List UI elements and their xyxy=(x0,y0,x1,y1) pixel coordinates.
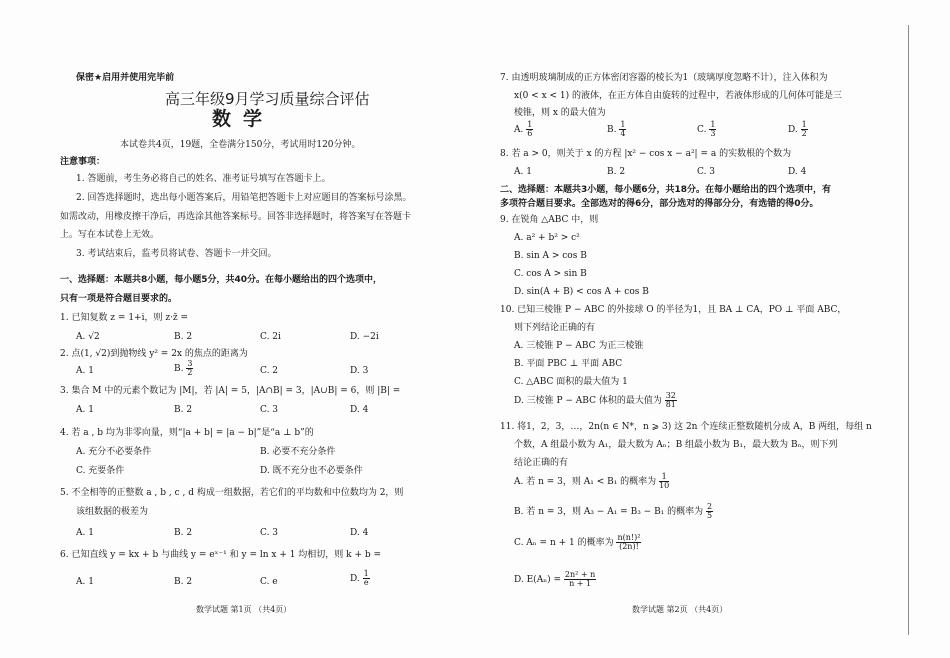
q8-option-b: B. 2 xyxy=(607,167,626,177)
q3-stem: 3. 集合 M 中的元素个数记为 |M|，若 |A| = 5，|A∩B| = 3，|A∪B| = 6，则 |B| = xyxy=(60,386,401,396)
q7-option-a xyxy=(514,121,533,138)
q11-b-numerator: 2 xyxy=(707,502,713,511)
q10-stem-line1: 10. 已知三棱锥 P − ABC 的外接球 O 的半径为1，且 BA ⊥ CA，PO ⊥ 平面 ABC， xyxy=(500,305,847,315)
q1-option-d: D. −2i xyxy=(350,332,379,342)
q2-option-c: C. 2 xyxy=(260,366,279,376)
q7-option-c xyxy=(697,121,716,138)
exam-title: 高三年级9月学习质量综合评估 xyxy=(165,90,370,108)
q7-stem-line3: 棱锥，则 x 的最大值为 xyxy=(514,108,606,118)
q8-option-c: C. 3 xyxy=(697,167,716,177)
q4-option-b: B. 必要不充分条件 xyxy=(260,447,336,457)
q10-option-d-fraction xyxy=(665,392,677,409)
q11-stem-line3: 结论正确的有 xyxy=(514,458,569,468)
q7-option-d-label: D. xyxy=(788,125,798,135)
q11-c-denominator: (2n)! xyxy=(619,542,639,551)
q7-d-denominator: 2 xyxy=(801,129,807,138)
q3-option-c: C. 3 xyxy=(260,405,279,415)
q3-option-d: D. 4 xyxy=(350,405,369,415)
q1-option-c: C. 2i xyxy=(260,332,281,342)
q11-stem-line1: 11. 将1，2，3，…，2n(n ∈ N*，n ⩾ 3) 这 2n 个连续正整数随机分成 A，B 两组，每组 n xyxy=(500,422,872,432)
subject-title: 数学 xyxy=(212,108,275,130)
q9-option-a: A. a² + b² > c² xyxy=(514,233,580,243)
q3-option-a: A. 1 xyxy=(76,405,94,415)
section-1-line2: 只有一项是符合题目要求的。 xyxy=(60,294,178,304)
q1-option-b: B. 2 xyxy=(174,332,193,342)
q11-c-numerator: n(n!)² xyxy=(617,533,641,542)
q7-stem-line1: 7. 由透明玻璃制成的正方体密闭容器的棱长为1（玻璃厚度忽略不计），注入体积为 xyxy=(500,73,828,83)
note-1: 1. 答题前，考生务必将自己的姓名、准考证号填写在答题卡上。 xyxy=(76,174,331,184)
q5-option-c: C. 3 xyxy=(260,528,279,538)
q2-option-b xyxy=(174,360,193,377)
q5-option-b: B. 2 xyxy=(174,528,193,538)
q2-option-a: A. 1 xyxy=(76,366,94,376)
q9-option-c: C. cos A > sin B xyxy=(514,269,587,279)
q7-c-numerator: 1 xyxy=(710,120,716,129)
q11-option-c xyxy=(514,534,641,551)
q7-option-b xyxy=(607,121,626,138)
q2-option-b-fraction xyxy=(186,360,193,377)
q11-option-b-fraction xyxy=(706,503,713,520)
note-3: 3. 考试结束后，监考员将试卷、答题卡一并交回。 xyxy=(76,249,277,259)
q11-option-d-label: D. E(Aₙ) = xyxy=(514,575,562,585)
q7-option-d-fraction xyxy=(801,121,808,138)
q8-option-a: A. 1 xyxy=(514,167,532,177)
q11-option-d xyxy=(514,571,596,588)
q11-a-denominator: 10 xyxy=(659,481,670,490)
q6-option-d-label: D. xyxy=(350,574,360,584)
q7-b-numerator: 1 xyxy=(620,120,626,129)
binding-margin-line xyxy=(908,25,909,635)
note-2b: 如需改动，用橡皮擦干净后，再选涂其他答案标号。回答非选择题时，将答案写在答题卡 xyxy=(60,212,412,222)
q2-option-d: D. 3 xyxy=(350,366,369,376)
q7-option-b-label: B. xyxy=(607,125,617,135)
q9-stem: 9. 在锐角 △ABC 中，则 xyxy=(500,215,599,225)
note-2a: 2. 回答选择题时，选出每小题答案后，用铅笔把答题卡上对应题目的答案标号涂黑。 xyxy=(76,193,412,203)
q7-a-numerator: 1 xyxy=(527,120,533,129)
q7-c-denominator: 3 xyxy=(710,129,716,138)
q7-d-numerator: 1 xyxy=(801,120,807,129)
q10-option-c: C. △ABC 面积的最大值为 1 xyxy=(514,377,628,387)
q6-stem: 6. 已知直线 y = kx + b 与曲线 y = eˣ⁻¹ 和 y = ln x + 1 均相切，则 k + b = xyxy=(60,550,382,560)
q7-option-a-label: A. xyxy=(514,125,524,135)
q6-option-c: C. e xyxy=(260,577,278,587)
q2-stem: 2. 点(1, √2)到抛物线 y² = 2x 的焦点的距离为 xyxy=(60,349,248,359)
q7-option-b-fraction xyxy=(619,121,626,138)
q4-stem: 4. 若 a , b 均为非零向量，则“|a + b| = |a − b|”是“a ⊥ b”的 xyxy=(60,428,314,438)
q3-option-b: B. 2 xyxy=(174,405,193,415)
note-2c: 上。写在本试卷上无效。 xyxy=(60,230,160,240)
q7-option-c-fraction xyxy=(709,121,716,138)
q4-option-d: D. 既不充分也不必要条件 xyxy=(260,466,363,476)
exam-info: 本试卷共4页，19题，全卷满分150分，考试用时120分钟。 xyxy=(120,140,361,150)
q11-option-b-label: B. 若 n = 3，则 A₃ − A₁ = B₃ − B₁ 的概率为 xyxy=(514,507,704,517)
q11-option-a-fraction xyxy=(659,473,669,490)
q1-stem: 1. 已知复数 z = 1+i，则 z·z̄ = xyxy=(60,313,189,323)
q5-option-d: D. 4 xyxy=(350,528,369,538)
q6-option-a: A. 1 xyxy=(76,577,94,587)
q6-option-d-fraction xyxy=(363,570,370,587)
section-2-line2: 多项符合题目要求。全部选对的得6分，部分选对的得部分分，有选错的得0分。 xyxy=(500,199,819,209)
q10-stem-line2: 则下列结论正确的有 xyxy=(514,323,596,333)
q6-option-b: B. 2 xyxy=(174,577,193,587)
q10-option-a: A. 三棱锥 P − ABC 为正三棱锥 xyxy=(514,341,644,351)
q11-option-c-fraction xyxy=(616,534,641,551)
q7-option-d xyxy=(788,121,808,138)
section-2-line1: 二、选择题：本题共3小题，每小题6分，共18分。在每小题给出的四个选项中，有 xyxy=(500,185,832,195)
q9-option-d: D. sin(A + B) < cos A + cos B xyxy=(514,287,649,297)
q6-option-d xyxy=(350,570,370,587)
section-1-line1: 一、选择题：本题共8小题，每小题5分，共40分。在每小题给出的四个选项中， xyxy=(60,275,383,285)
q4-option-a: A. 充分不必要条件 xyxy=(76,447,152,457)
q11-option-a xyxy=(514,473,669,490)
q11-option-c-label: C. Aₙ = n + 1 的概率为 xyxy=(514,538,614,548)
q10-option-d-label: D. 三棱锥 P − ABC 体积的最大值为 xyxy=(514,396,662,406)
q10-d-denominator: 81 xyxy=(665,400,676,409)
q2-b-denominator: 2 xyxy=(187,368,193,377)
q11-option-d-fraction xyxy=(564,571,596,588)
q5-stem-line1: 5. 不全相等的正整数 a , b , c , d 构成一组数据，若它们的平均数和中位数均为 2，则 xyxy=(60,488,404,498)
q5-stem-line2: 该组数据的极差为 xyxy=(76,507,149,517)
q7-option-c-label: C. xyxy=(697,125,707,135)
q10-option-d xyxy=(514,392,677,409)
q8-option-d: D. 4 xyxy=(788,167,807,177)
q6-d-numerator: 1 xyxy=(363,569,369,578)
q11-option-b xyxy=(514,503,713,520)
notes-heading: 注意事项： xyxy=(60,157,106,167)
q10-d-numerator: 32 xyxy=(665,391,676,400)
q2-option-b-label: B. xyxy=(174,364,184,374)
q10-option-b: B. 平面 PBC ⊥ 平面 ABC xyxy=(514,359,623,369)
q7-stem-line2: x(0 < x < 1) 的液体，在正方体自由旋转的过程中，若液体形成的几何体可能是三 xyxy=(514,91,843,101)
q11-b-denominator: 5 xyxy=(707,511,713,520)
footer-page-1: 数学试题 第1页 （共4页） xyxy=(196,605,292,614)
q11-d-numerator: 2n² + n xyxy=(564,570,596,579)
q7-a-denominator: 6 xyxy=(527,129,533,138)
confidential-label: 保密★启用并使用完毕前 xyxy=(76,73,175,83)
q6-d-denominator: e xyxy=(363,578,369,587)
q1-option-a: A. √2 xyxy=(76,332,100,342)
q11-stem-line2: 个数，A 组最小数为 A₁，最大数为 Aₙ；B 组最小数为 B₁，最大数为 Bₙ，则下列 xyxy=(514,440,838,450)
q8-stem: 8. 若 a > 0，则关于 x 的方程 |x² − cos x − a²| = a 的实数根的个数为 xyxy=(500,149,792,159)
footer-page-2: 数学试题 第2页 （共4页） xyxy=(632,605,728,614)
q9-option-b: B. sin A > cos B xyxy=(514,251,587,261)
q2-b-numerator: 3 xyxy=(187,359,193,368)
q5-option-a: A. 1 xyxy=(76,528,94,538)
q11-option-a-label: A. 若 n = 3，则 A₁ < B₁ 的概率为 xyxy=(514,477,657,487)
q11-a-numerator: 1 xyxy=(659,473,669,482)
q7-b-denominator: 4 xyxy=(620,129,626,138)
q7-option-a-fraction xyxy=(526,121,533,138)
q4-option-c: C. 充要条件 xyxy=(76,466,125,476)
q11-d-denominator: n + 1 xyxy=(569,579,592,588)
